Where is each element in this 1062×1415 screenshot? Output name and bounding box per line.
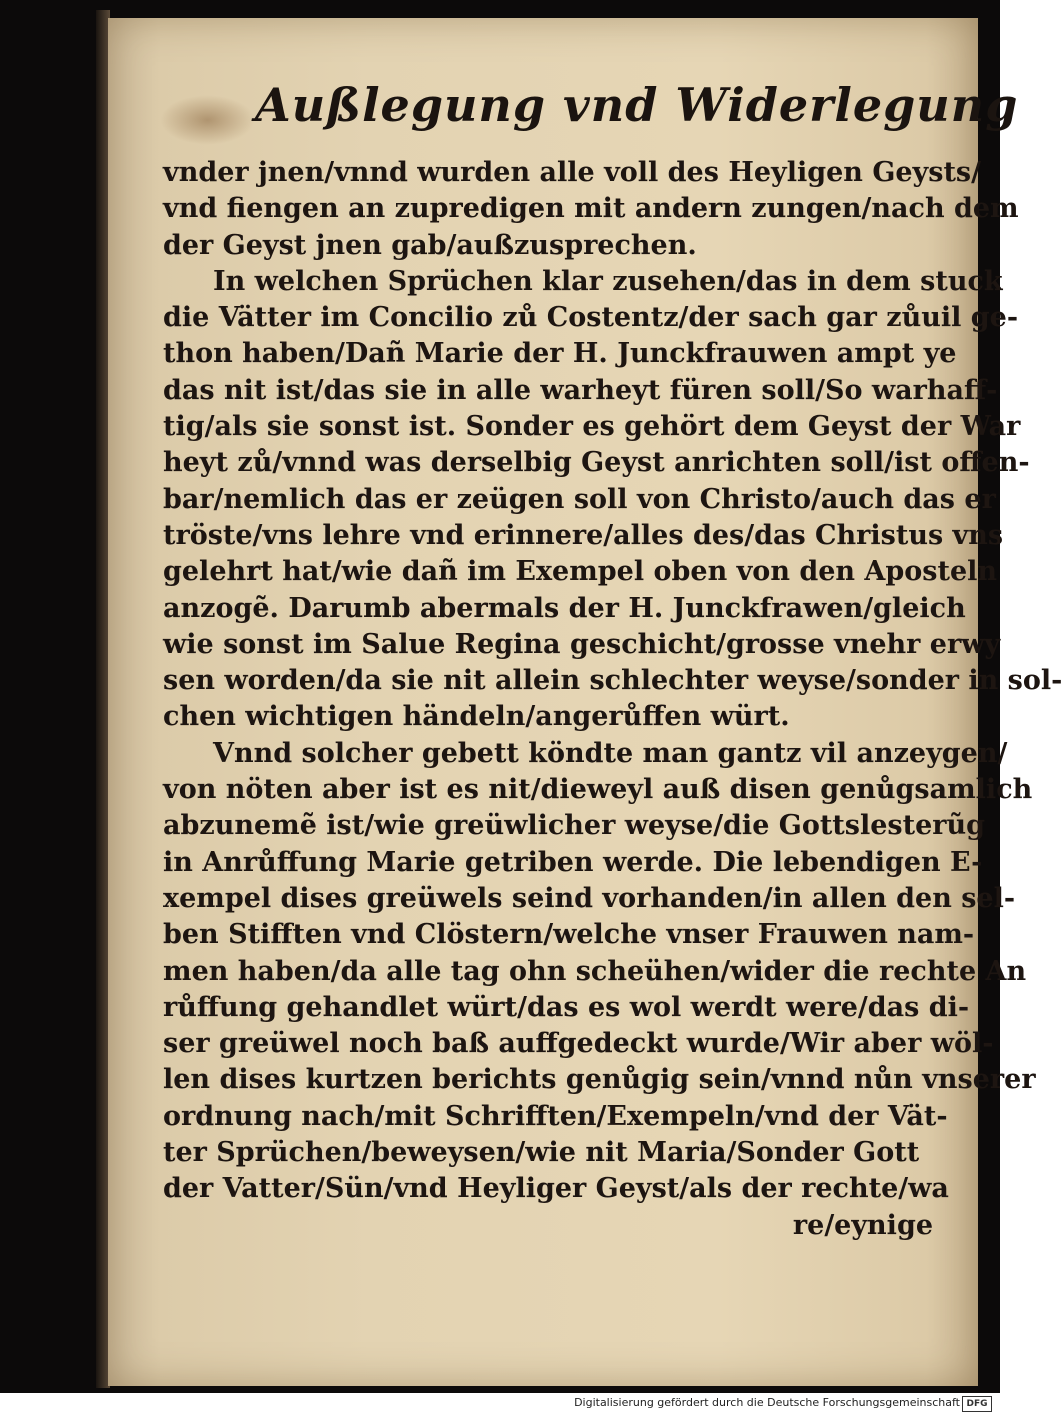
text-line: abzunemẽ ist/wie greüwlicher weyse/die Gottslesterũg <box>163 810 985 842</box>
text-line: ser greüwel noch baß auffgedeckt wurde/Wir aber wöl- <box>163 1028 994 1060</box>
text-line: in Anrůffung Marie getriben werde. Die lebendigen E- <box>163 846 983 878</box>
text-line: men haben/da alle tag ohn scheühen/wider die rechte An <box>163 955 1027 987</box>
funding-credit: Digitalisierung gefördert durch die Deutsche Forschungsgemeinschaft <box>574 1396 960 1409</box>
text-line: vnder jnen/vnnd wurden alle voll des Heyligen Geysts/ <box>163 157 981 188</box>
page-stain <box>160 95 255 145</box>
catchword: re/eynige <box>792 1209 933 1241</box>
text-line: anzogẽ. Darumb abermals der H. Junckfrawen/gleich <box>163 592 966 624</box>
text-line: die Vätter im Concilio zů Costentz/der sach gar zůuil ge- <box>163 302 1019 334</box>
text-line: bar/nemlich das er zeügen soll von Christo/auch das er <box>163 483 996 515</box>
text-line: len dises kurtzen berichts genůgig sein/vnnd nůn vnserer <box>163 1064 1036 1096</box>
text-line: Vnnd solcher gebett köndte man gantz vil anzeygen/ <box>213 737 1008 769</box>
footer-bar <box>0 1393 1000 1415</box>
text-line: ben Stifften vnd Clöstern/welche vnser Frauwen nam- <box>163 919 975 951</box>
text-line: wie sonst im Salue Regina geschicht/grosse vnehr erwy <box>163 628 1001 660</box>
text-line: heyt zů/vnnd was derselbig Geyst anrichten soll/ist offen- <box>163 447 1030 479</box>
text-line: xempel dises greüwels seind vorhanden/in allen den sel- <box>163 882 1016 914</box>
text-line: ter Sprüchen/beweysen/wie nit Maria/Sonder Gott <box>163 1137 920 1169</box>
text-line: thon haben/Dañ Marie der H. Junckfrauwen ampt ye <box>163 338 957 370</box>
text-line: tig/als sie sonst ist. Sonder es gehört dem Geyst der War <box>163 411 1021 443</box>
text-line: der Vatter/Sün/vnd Heyliger Geyst/als der rechte/wa <box>163 1173 949 1205</box>
body-text <box>163 155 1062 1244</box>
text-line: ordnung nach/mit Schrifften/Exempeln/vnd der Vät- <box>163 1100 948 1132</box>
text-line: das nit ist/das sie in alle warheyt füren soll/So warhaff- <box>163 374 998 406</box>
text-line: von nöten aber ist es nit/dieweyl auß disen genůgsamlich <box>163 774 1033 806</box>
text-line: In welchen Sprüchen klar zusehen/das in dem stuck <box>213 265 1003 297</box>
text-line: tröste/vns lehre vnd erinnere/alles des/das Christus vns <box>163 519 1004 551</box>
text-line: chen wichtigen händeln/angerůffen würt. <box>163 701 790 733</box>
dfg-logo: DFG <box>962 1396 992 1412</box>
running-header: Außlegung vnd Widerlegung <box>255 78 1019 132</box>
text-line: der Geyst jnen gab/außzusprechen. <box>163 229 697 261</box>
text-line: gelehrt hat/wie dañ im Exempel oben von den Aposteln <box>163 556 998 588</box>
text-line: vnd fiengen an zupredigen mit andern zungen/nach dem <box>163 193 1019 225</box>
text-line: sen worden/da sie nit allein schlechter weyse/sonder in sol- <box>163 665 1062 697</box>
text-line: růffung gehandlet würt/das es wol werdt were/das di- <box>163 991 970 1023</box>
